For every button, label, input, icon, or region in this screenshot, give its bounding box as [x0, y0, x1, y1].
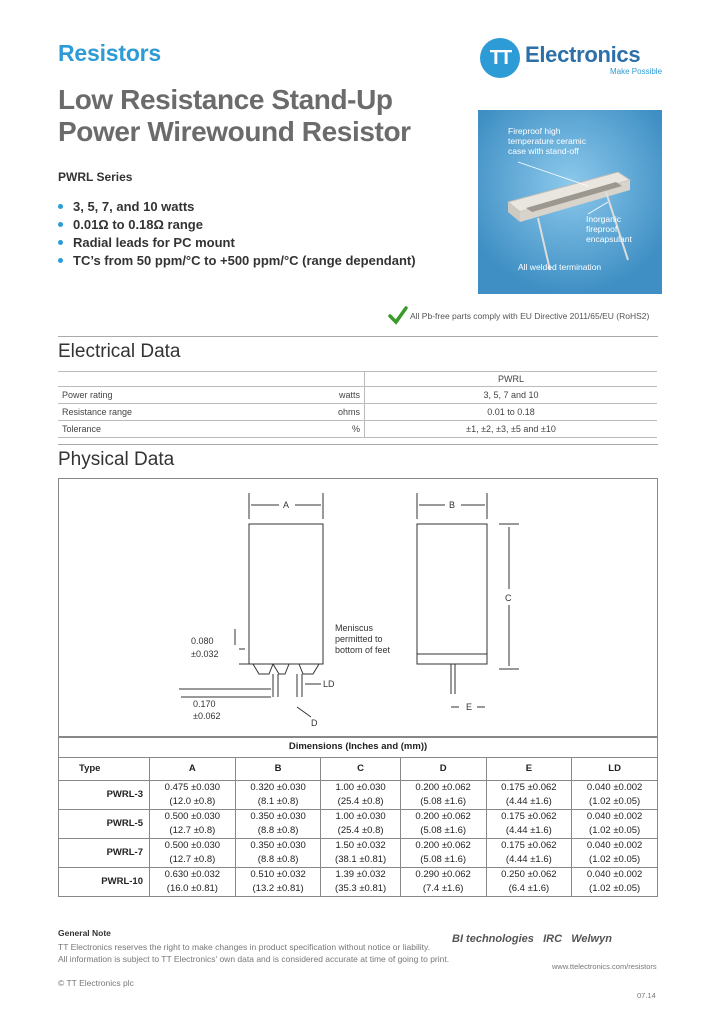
electrical-heading: Electrical Data	[58, 341, 181, 362]
dimension-cell: 0.200 ±0.062 (5.08 ±1.6)	[400, 781, 486, 810]
dimension-cell: 1.50 ±0.032 (38.1 ±0.81)	[321, 839, 400, 868]
dimension-cell: 0.040 ±0.002 (1.02 ±0.05)	[572, 868, 658, 897]
dimension-cell: 0.175 ±0.062 (4.44 ±1.6)	[486, 839, 572, 868]
table-title-row: Dimensions (Inches and (mm))	[59, 737, 658, 758]
dimension-cell: 1.00 ±0.030 (25.4 ±0.8)	[321, 781, 400, 810]
footer-date: 07.14	[637, 991, 656, 1000]
dimension-diagram	[59, 479, 657, 737]
partner-logos	[452, 933, 612, 945]
dimension-cell: 0.350 ±0.030 (8.8 ±0.8)	[235, 810, 321, 839]
dimension-cell: 0.500 ±0.030 (12.7 ±0.8)	[150, 839, 236, 868]
table-row: Resistance range ohms 0.01 to 0.18	[58, 404, 657, 421]
type-cell: PWRL-3	[59, 781, 150, 810]
label-c: C	[505, 593, 512, 603]
callout-encapsulant: Inorganic fireproof encapsulant	[586, 214, 632, 244]
bi-logo: BI technologies	[452, 933, 534, 945]
title-line-1: Low Resistance Stand-Up	[58, 84, 393, 115]
general-note-2: All information is subject to TT Electronics' own data and is considered accurate at time of going to print.	[58, 954, 450, 964]
dimension-cell: 0.175 ±0.062 (4.44 ±1.6)	[486, 810, 572, 839]
dimension-cell: 0.175 ±0.062 (4.44 ±1.6)	[486, 781, 572, 810]
irc-logo: IRC	[543, 933, 563, 945]
welwyn-logo: Welwyn	[571, 933, 612, 945]
dimension-cell: 0.040 ±0.002 (1.02 ±0.05)	[572, 810, 658, 839]
type-cell: PWRL-7	[59, 839, 150, 868]
label-meniscus: Meniscus	[335, 623, 374, 633]
label-d: D	[311, 718, 318, 728]
table-row	[59, 781, 658, 810]
page-title	[58, 84, 411, 148]
feature-item: TC’s from 50 ppm/°C to +500 ppm/°C (range dependant)	[58, 252, 416, 270]
table-row	[59, 868, 658, 897]
dimension-cell: 0.250 ±0.062 (6.4 ±1.6)	[486, 868, 572, 897]
callout-case: Fireproof high temperature ceramic case with stand-off	[508, 126, 586, 156]
title-line-2: Power Wirewound Resistor	[58, 116, 411, 147]
brand-tagline: Make Possible	[610, 67, 663, 76]
type-cell: PWRL-10	[59, 868, 150, 897]
dimension-cell: 1.39 ±0.032 (35.3 ±0.81)	[321, 868, 400, 897]
label-b: B	[449, 500, 456, 510]
general-note-1: TT Electronics reserves the right to make changes in product specification without notice or liability.	[58, 942, 430, 952]
table-row: Tolerance % ±1, ±2, ±3, ±5 and ±10	[58, 421, 657, 438]
callout-termination: All welded termination	[518, 262, 602, 272]
table-row	[59, 810, 658, 839]
column-header: PWRL	[365, 372, 658, 387]
dimension-cell: 0.290 ±0.062 (7.4 ±1.6)	[400, 868, 486, 897]
dimension-cell: 0.510 ±0.032 (13.2 ±0.81)	[235, 868, 321, 897]
feature-item: 0.01Ω to 0.18Ω range	[58, 216, 416, 234]
feature-list	[58, 198, 416, 270]
svg-text:bottom of feet: bottom of feet	[335, 645, 391, 655]
label-feet-h1: 0.080	[191, 636, 214, 646]
dimension-cell: 0.040 ±0.002 (1.02 ±0.05)	[572, 839, 658, 868]
general-note-heading: General Note	[58, 928, 111, 938]
dimension-cell: 0.320 ±0.030 (8.1 ±0.8)	[235, 781, 321, 810]
rohs-note: All Pb-free parts comply with EU Directive 2011/65/EU (RoHS2)	[410, 311, 650, 321]
series-name: PWRL Series	[58, 170, 133, 184]
dimension-cell: 0.040 ±0.002 (1.02 ±0.05)	[572, 781, 658, 810]
dimension-cell: 0.350 ±0.030 (8.8 ±0.8)	[235, 839, 321, 868]
section-label: Resistors	[58, 40, 162, 66]
table-row: Power rating watts 3, 5, 7 and 10	[58, 387, 657, 404]
footer-url[interactable]: www.ttelectronics.com/resistors	[552, 962, 657, 971]
tt-logo-icon: TT	[480, 38, 520, 78]
feature-item: Radial leads for PC mount	[58, 234, 416, 252]
label-a: A	[283, 500, 290, 510]
dimension-cell: 0.630 ±0.032 (16.0 ±0.81)	[150, 868, 236, 897]
divider	[58, 444, 658, 445]
feature-item: 3, 5, 7, and 10 watts	[58, 198, 416, 216]
dimension-cell: 0.200 ±0.062 (5.08 ±1.6)	[400, 839, 486, 868]
dimension-cell: 0.500 ±0.030 (12.7 ±0.8)	[150, 810, 236, 839]
dimension-drawing	[58, 478, 658, 738]
label-ld: LD	[323, 679, 335, 689]
physical-heading: Physical Data	[58, 449, 175, 470]
divider	[58, 336, 658, 337]
dimension-cell: 0.200 ±0.062 (5.08 ±1.6)	[400, 810, 486, 839]
label-lead-h2: ±0.062	[193, 711, 221, 721]
type-cell: PWRL-5	[59, 810, 150, 839]
brand-name: Electronics	[525, 42, 641, 67]
table-row	[59, 839, 658, 868]
label-e: E	[466, 702, 473, 712]
copyright: © TT Electronics plc	[58, 978, 134, 988]
product-image	[478, 110, 662, 294]
dimensions-table	[58, 736, 658, 897]
label-lead-h1: 0.170	[193, 699, 216, 709]
rohs-check-icon	[388, 305, 408, 325]
electrical-table	[58, 371, 657, 438]
label-feet-h2: ±0.032	[191, 649, 219, 659]
svg-text:permitted to: permitted to	[335, 634, 383, 644]
table-header-row: Type A B C D E LD	[59, 758, 658, 781]
dimension-cell: 1.00 ±0.030 (25.4 ±0.8)	[321, 810, 400, 839]
dimension-cell: 0.475 ±0.030 (12.0 ±0.8)	[150, 781, 236, 810]
table-row	[58, 372, 657, 387]
